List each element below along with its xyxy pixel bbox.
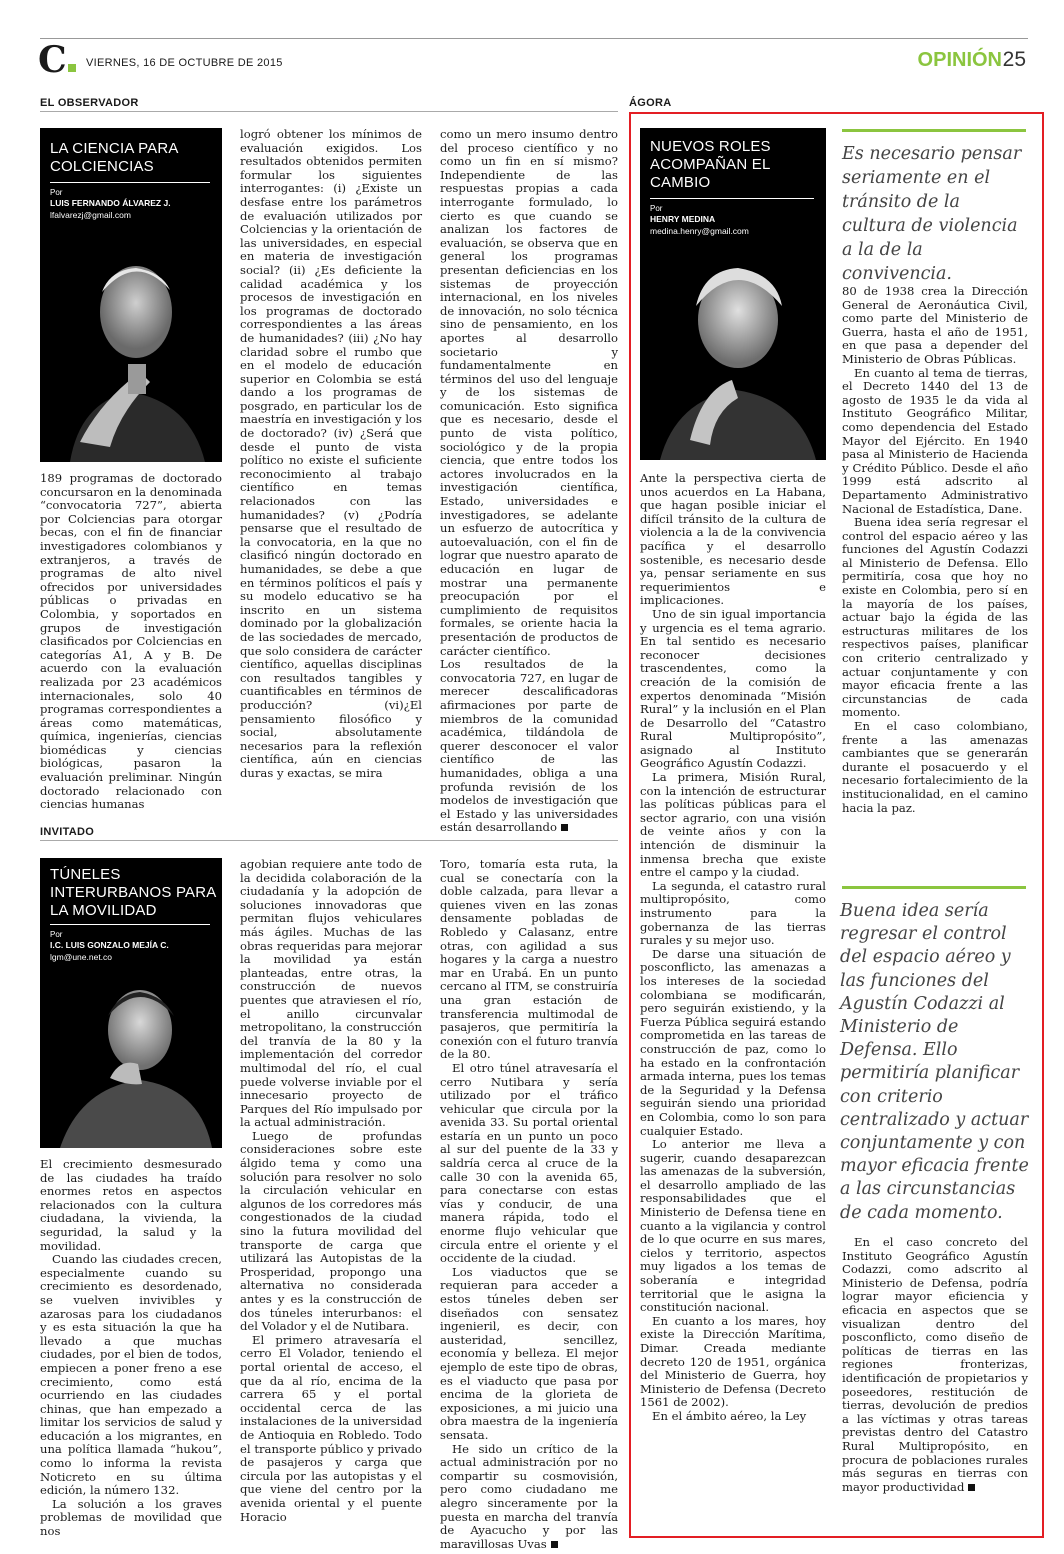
end-mark-icon	[561, 824, 568, 831]
header-top-rule	[40, 38, 1028, 39]
paragraph: La segunda, el catastro rural multipropósito, como instrumento para la gobernanza de las tierras rurales y su mejor uso.	[640, 878, 826, 948]
paragraph: En el caso concreto del Instituto Geográfico Agustín Codazzi, como adscrito al Ministerio de Defensa, podría lograr mayor eficiencia y eficacia en aspectos que se visualizan dentro del posconflicto, como diseño de políticas de tierras en las regiones fronterizas, identificación de propietarios y poseedores, restitución de tierras, devolución de predios a las víctimas y otras tareas previstas dentro del Catastro Rural Multipropósito, en procura de poblaciones rurales más seguras en tierras con mayor productividad	[842, 1235, 1028, 1494]
author-box-article1	[40, 128, 222, 462]
paragraph: Los viaductos que se requieran para acceder a estos túneles deben ser diseñados con sensatez ingenieril, es decir, con austeridad, sencillez, economía y belleza. El mejor ejemplo de este tipo de obras, es el viaducto que pasa por encima de la glorieta de exposiciones, a mi juicio una obra maestra de la ingeniería sensata.	[440, 1264, 618, 1442]
article-title-line: LA MOVILIDAD	[50, 902, 157, 919]
article1-column1	[40, 471, 222, 812]
article-title-line: NUEVOS ROLES	[650, 138, 771, 155]
author-name: I.C. LUIS GONZALO MEJÍA C.	[50, 940, 169, 950]
end-mark-icon	[968, 1484, 975, 1491]
page-number: 25	[1002, 48, 1026, 71]
paragraph: Buena idea sería regresar el control del espacio aéreo y las funciones del Agustín Codazzi al Ministerio de Defensa. Ello permitiría, cosa que hoy no existe en Colombia, pero sí en la mayoría de los países, actuar bajo la égida de las estructuras militares de los respectivos países, planificar con criterio centralizado y actuar conjuntamente y con mayor eficacia frente a las circunstancias de cada momento.	[842, 515, 1028, 720]
article2-column3	[440, 857, 618, 1551]
paragraph: Toro, tomaría esta ruta, la cual se conectaría con la doble calzada, para llevar a quienes viven en las zonas densamente pobladas de Robledo y Calasanz, entre otras, con agilidad a sus hogares y la carga a nuestro mar en Urabá. En un punto cercano al ITM, se construiría una gran estación de transferencia multimodal de pasajeros, que permitiría la conexión con el futuro tranvía de la 80.	[440, 857, 618, 1062]
article-title-line: ACOMPAÑAN EL	[650, 156, 771, 173]
author-box-article2	[40, 858, 222, 1148]
article1-column2	[240, 128, 422, 804]
logo-dot	[68, 64, 76, 72]
paragraph: agobian requiere ante todo de la decidida colaboración de la ciudadanía y la adopción de soluciones innovadoras que permitan flujos vehiculares más ágiles. Muchas de las obras requeridas para mejorar la movilidad ya están planteadas, entre otras, la construcción de nuevos puentes que atraviesen el río, el anillo circunvalar metropolitano, la construcción del tranvía de la 80 y la implementación del corredor multimodal del río, el cual puede volverse inviable por el innecesario proyecto de Parques del Río impulsado por la actual administración.	[240, 857, 422, 1130]
kicker-el-observador: EL OBSERVADOR	[40, 97, 139, 109]
paragraph: En el ámbito aéreo, la Ley	[652, 1408, 807, 1423]
logo-letter: C	[38, 39, 67, 81]
paragraph: Uno de sin igual importancia y urgencia es el tema agrario. En tal sentido es necesario reconocer decisiones trascendentes, como la creación de la comisión de expertos denominada “Misión Rural” y la inclusión en el Plan de Desarrollo del “Catastro Rural Multipropósito”, asignado al Instituto Geográfico Agustín Codazzi.	[640, 606, 826, 771]
article3-column2	[842, 285, 1028, 865]
paragraph: logró obtener los mínimos de evaluación exigidos. Los resultados obtenidos permiten formular los siguientes interrogantes: (i) ¿Existe un desfase entre los parámetros de evaluación utilizados por Colciencias y la orientación de las universidades, en especial en materia de investigación social? (ii) ¿Es deficiente la calidad académica y los procesos de investigación en los programas de doctorado correspondientes a las áreas de humanidades? (iii) ¿No hay claridad sobre el rumbo que en el modelo de educación superior en Colombia se está dando a los programas de posgrado, en particular los de maestría en investigación y los de doctorado? (iv) ¿Será que desde el punto de vista político no existe el suficiente reconocimiento al trabajo científico en temas relacionados con las humanidades? (v) ¿Podría pensarse que el resultado de la convocatoria, en la que no clasificó ningún doctorado en humanidades, se debe a que en términos políticos el país y su modelo educativo se ha inscrito en un sistema dominado por la globalización de las sociedades de mercado, que solo considera de carácter científico, aquellas disciplinas con resultados tangibles y cuantificables en términos de producción? (vi)¿El pensamiento filosófico y social, absolutamente necesarios para la reflexión científica, aún en ciencias duras y exactas, se mira	[240, 127, 422, 780]
paragraph: En el caso colombiano, frente a las amenazas cambiantes que se generarán durante el posacuerdo y el necesario fortalecimiento de la institucionalidad, en el camino hacia la paz.	[842, 719, 1028, 815]
paragraph: 80 de 1938 crea la Dirección General de Aeronáutica Civil, como parte del Ministerio de Guerra, hasta el año de 1951, en que pasa a depender del Ministerio de Obras Públicas.	[842, 284, 1028, 366]
section-rule	[40, 111, 618, 112]
pull-quote: Buena idea sería regresar el control del espacio aéreo y las funciones del Agustín Codazzi al Ministerio de Defensa. Ello permitiría planificar con criterio centralizado y actuar conjuntamente y con mayor eficacia frente a las circunstancias de cada momento.	[840, 901, 1029, 1223]
author-name: HENRY MEDINA	[650, 214, 716, 224]
author-box-article3	[640, 128, 826, 460]
title-separator	[650, 198, 814, 199]
article3-column1	[640, 472, 826, 1522]
end-mark-icon	[551, 1541, 558, 1548]
paragraph: El crecimiento desmesurado de las ciudades ha traído enormes retos en aspectos relacionados con la cultura ciudadana, la vivienda, la seguridad, la salud y la movilidad.	[40, 1157, 222, 1253]
article-title-line: TÚNELES	[50, 866, 121, 883]
author-photo	[40, 232, 222, 462]
paragraph: He sido un crítico de la actual administración por no compartir su cosmovisión, pero como ciudadano me alegro sinceramente por la puesta en marcha del tranvía de Ayacucho y por las maravillosas Uvas	[440, 1441, 618, 1551]
paragraph: Los resultados de la convocatoria 727, en lugar de merecer descalificadoras afirmaciones por parte de miembros de la comunidad académica, tildándola de querer desconocer el valor científico de las humanidades, obliga a una profunda revisión de los modelos de investigación que el Estado y las universidades están desarrollando	[440, 657, 618, 835]
paragraph: El otro túnel atravesaría el cerro Nutibara y sería utilizado por el tráfico vehicular que circula por la avenida 33. Su portal oriental estaría en un punto un poco al sur del puente de la 33 y saldría cerca al cruce de la calle 30 con la avenida 65, para conectarse con estas vías y conducir, de una manera rápida, todo el enorme flujo vehicular que circula entre el oriente y el occidente de la ciudad.	[440, 1060, 618, 1266]
author-photo	[640, 240, 826, 460]
article3-column2-end	[842, 1236, 1028, 1526]
paragraph: Luego de profundas consideraciones sobre este álgido tema y como una solución para resolver no solo la circulación vehicular en algunos de los corredores más congestionados de la ciudad sino la futura movilidad del transporte de carga que utilizará las Autopistas de la Prosperidad, propongo una alternativa no considerada antes y es la construcción de dos túneles interurbanos: el del Volador y el de Nutibara.	[240, 1128, 422, 1334]
paragraph: Ante la perspectiva cierta de unos acuerdos en La Habana, que hagan posible iniciar el difícil tránsito de la cultura de violencia a la de la convivencia pacífica y el desarrollo sostenible, es necesario desde ya, pensar seriamente en sus requerimientos e implicaciones.	[640, 471, 826, 608]
issue-date: VIERNES, 16 DE OCTUBRE DE 2015	[86, 57, 283, 69]
paragraph: Cuando las ciudades crecen, especialmente cuando su crecimiento es desordenado, se vuelven invivibles y azarosas para los ciudadanos y es esta situación la que ha llevado a que muchas ciudades, por el bien de todos, empiecen a poner freno a ese crecimiento, como está ocurriendo en las ciudades chinas, que han empezado a limitar los servicios de salud y educación a los migrantes, en una política llamada “hukou”, como lo informa la revista Noticreto en su última edición, la número 132.	[40, 1252, 222, 1498]
paragraph: En cuanto al tema de tierras, el Decreto 1440 del 13 de agosto de 1935 le da vida al Instituto Geográfico Militar, como dependencia del Estado Mayor del Ejército. En 1940 pasa al Ministerio de Hacienda y Crédito Público. Desde el año 1999 está adscrito al Departamento Administrativo Nacional de Estadística, Dane.	[842, 365, 1028, 516]
newspaper-logo	[38, 39, 76, 81]
paragraph: La primera, Misión Rural, con la intención de estructurar las políticas públicas para el sector agrario, con una visión de veinte años y con la intención de disminuir la inmensa brecha que existe entre el campo y la ciudad.	[640, 770, 826, 880]
kicker-agora: ÁGORA	[629, 97, 672, 109]
article-title-line: LA CIENCIA PARA	[50, 140, 179, 157]
byline-label: Por	[50, 930, 63, 939]
author-email: lgm@une.net.co	[50, 952, 113, 962]
paragraph: El primero atravesaría el cerro El Volador, teniendo el portal oriental de acceso, el que da al río, encima de la carrera 65 y el portal occidental cerca de las instalaciones de la universidad de Antioquia en Robledo. Todo el transporte público y privado de pasajeros y carga que circula por las autopistas y el que viene del centro por la avenida oriental y el puente Horacio	[240, 1332, 422, 1524]
kicker-invitado: INVITADO	[40, 826, 95, 838]
section-rule	[40, 840, 618, 841]
section-title: OPINIÓN	[917, 49, 1002, 71]
byline-label: Por	[650, 204, 663, 213]
paragraph: De darse una situación de posconflicto, las amenazas a los intereses de la sociedad colombiana se modificarán, pero seguirán existiendo, y la Fuerza Pública seguirá estando comprometida en las tareas de construcción de paz, como lo ha estado en la confrontación armada interna, pues los temas de la Seguridad y la Defensa seguirán siendo una prioridad en Colombia, como lo son para cualquier Estado.	[640, 946, 826, 1138]
quote-accent-bar	[842, 886, 1026, 889]
author-email: medina.henry@gmail.com	[650, 226, 749, 236]
article-title-line: CAMBIO	[650, 174, 711, 191]
article2-column1	[40, 1158, 222, 1538]
article2-column2	[240, 858, 422, 1538]
author-photo	[40, 968, 222, 1148]
author-email: lfalvarezj@gmail.com	[50, 210, 131, 220]
paragraph: 189 programas de doctorado concursaron en la denominada “convocatoria 727”, abierta por Colciencias para otorgar becas, con el fin de financiar investigadores colombianos y extranjeros, a través de programas de alto nivel ofrecidos por universidades públicas o privadas en Colombia, y soportados en grupos de investigación clasificados por Colciencias en categorías A1, A y B. De acuerdo con la evaluación realizada por 23 académicos internacionales, solo 40 programas correspondientes a áreas como matemáticas, química, ingenierías, ciencias biomédicas y ciencias biológicas, pasaron la evaluación preliminar. Ningún doctorado relacionado con ciencias humanas	[40, 471, 222, 812]
title-separator	[50, 182, 210, 183]
paragraph: como un mero insumo dentro del proceso científico y no como un fin en sí mismo? Independiente de las respuestas propias a cada interrogante formulado, lo cierto es que cuando se analizan los factores de evaluación, se observa que en general los programas presentan deficiencias en los sistemas de proyección internacional, en los niveles de innovación, no solo técnica sino de pensamiento, en los aportes al desarrollo societario y fundamentalmente en términos del uso del lenguaje y de los sistemas de comunicación. Esto significa que es necesario, desde el punto de vista político, sociológico y de la propia ciencia, que entre todos los actores involucrados en la investigación científica, Estado, universidades e investigadores, se adelante un esfuerzo de autocrítica y autoevaluación, con el fin de lograr que nuestro aparato de educación en lugar de mostrar una permanente preocupación por el cumplimiento de requisitos formales, se oriente hacia la presentación de productos de carácter científico.	[440, 127, 618, 658]
title-separator	[50, 924, 210, 925]
paragraph: La solución a los graves problemas de movilidad que nos	[40, 1496, 222, 1539]
article-title-line: COLCIENCIAS	[50, 158, 154, 175]
pull-quote: Es necesario pensar seriamente en el tránsito de la cultura de violencia a la de la convivencia.	[842, 144, 1022, 284]
quote-accent-bar	[842, 129, 1026, 132]
author-name: LUIS FERNANDO ÁLVAREZ J.	[50, 198, 171, 208]
byline-label: Por	[50, 188, 63, 197]
article-title-line: INTERURBANOS PARA	[50, 884, 217, 901]
article1-column3	[440, 127, 618, 835]
paragraph: Lo anterior me lleva a sugerir, cuando desaparezcan las amenazas de la subversión, el desarrollo ampliado de las responsabilidades que el Ministerio de Defensa tiene en cuanto a la vigilancia y control de lo que ocurre en sus mares, cielos y territorio, aspectos muy ligados a los temas de soberanía e integridad territorial que le asigna la constitución nacional.	[640, 1137, 826, 1315]
paragraph: En cuanto a los mares, hoy existe la Dirección Marítima, Dimar. Creada mediante decreto 120 de 1951, orgánica del Ministerio de Guerra, hoy Ministerio de Defensa (Decreto 1561 de 2002).	[640, 1313, 826, 1410]
